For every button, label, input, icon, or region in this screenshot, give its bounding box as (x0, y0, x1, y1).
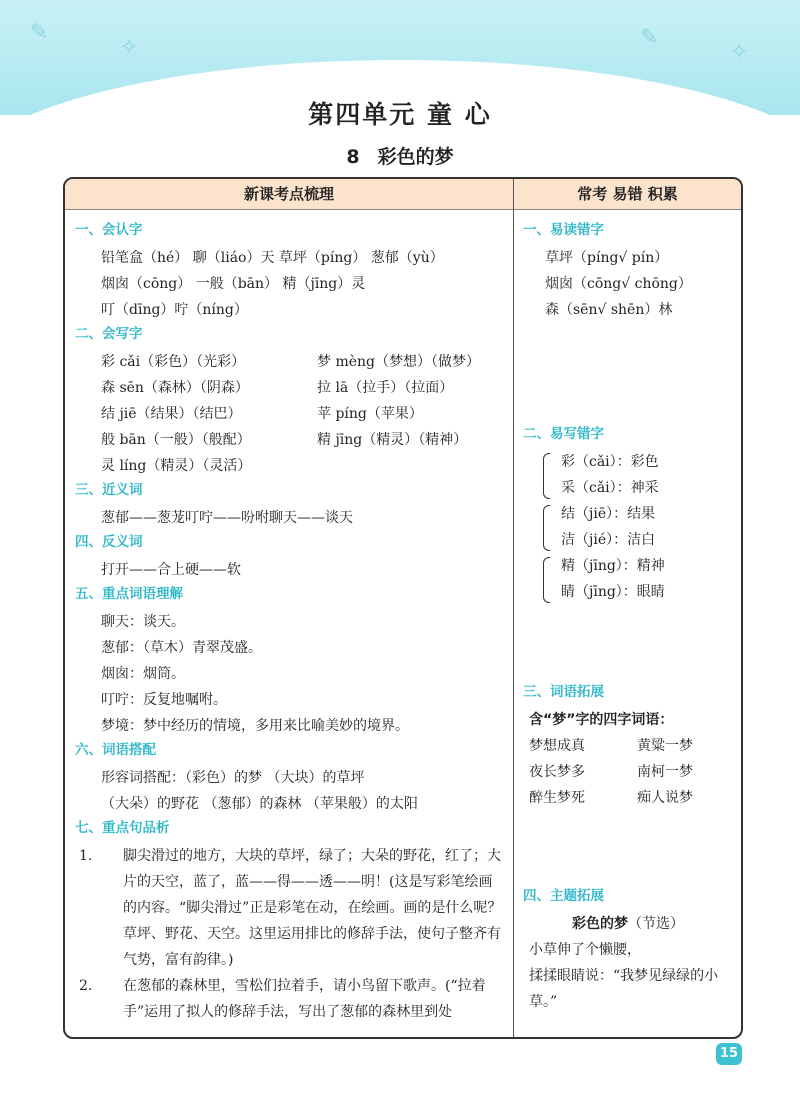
page-number: 15 (716, 1043, 742, 1065)
list-item: 夜长梦多 南柯一梦 (529, 764, 693, 780)
list-item: 森 sēn（森林）（阴森） 拉 lā（拉手）（拉面） (101, 380, 454, 396)
line: 铅笔盒（hé） 聊（liáo）天 草坪（píng） 葱郁（yù） (101, 250, 444, 266)
brace-group: 彩（cǎi）：彩色 采（cǎi）：神采 (523, 449, 733, 501)
list-item: 烟囱：烟筒。 (101, 666, 185, 682)
section-title: 一、易读错字 (523, 222, 604, 238)
line: 形容词搭配：（彩色）的梦 （大块）的草坪 (101, 770, 365, 786)
analysis-paragraph: 2. 在葱郁的森林里，雪松们拉着手，请小鸟留下歌声。(“拉着手”运用了拟人的修辞手法，写出了葱郁的森林里到处 (79, 978, 486, 1020)
poem-line: 小草伸了个懒腰， (529, 942, 641, 958)
line: 叮（dīng）咛（níng） (101, 302, 248, 318)
left-column (75, 219, 505, 1025)
list-item: 叮咛：反复地嘱咐。 (101, 692, 227, 708)
section-title: 四、主题拓展 (523, 888, 604, 904)
unit-title: 第四单元 童 心 (308, 100, 492, 129)
list-item: 打开——合上硬——软 (101, 562, 241, 578)
list-item: 草坪（píng√ pín） (545, 250, 669, 266)
pencil-icon: ✎ (30, 20, 49, 45)
section-title: 四、反义词 (75, 534, 143, 550)
section-title: 三、词语拓展 (523, 684, 604, 700)
content-frame (63, 177, 743, 1039)
star-icon: ✧ (730, 40, 749, 65)
subtitle: 含“梦”字的四字词语： (529, 712, 674, 728)
brace-group: 结（jiē）：结果 洁（jié）：洁白 (523, 501, 733, 553)
pencil-icon: ✎ (640, 25, 659, 50)
section-title: 二、会写字 (75, 326, 143, 342)
left-column-header: 新课考点梳理 (65, 179, 513, 210)
section-title: 一、会认字 (75, 222, 143, 238)
list-item: 聊天：谈天。 (101, 614, 185, 630)
list-item: 醉生梦死 痴人说梦 (529, 790, 693, 806)
line: （大朵）的野花 （葱郁）的森林 （苹果般）的太阳 (101, 796, 418, 812)
list-item: 结 jiē（结果）（结巴） 苹 píng（苹果） (101, 406, 423, 422)
right-column (523, 219, 733, 1015)
right-column-header: 常考 易错 积累 (514, 179, 741, 210)
poem-line: 揉揉眼睛说：“我梦见绿绿的小草。” (529, 968, 719, 1010)
list-item: 葱郁：（草木）青翠茂盛。 (101, 640, 262, 656)
star-icon: ✧ (120, 35, 139, 60)
analysis-paragraph: 1. 脚尖滑过的地方，大块的草坪，绿了；大朵的野花，红了；大片的天空，蓝了，蓝——得——透——明！(这是写彩笔绘画的内容。“脚尖滑过”正是彩笔在动，在绘画。画的是什么呢？草坪、野花、天空。这里运用排比的修辞手法，使句子整齐有气势，富有韵律。) (79, 848, 502, 968)
list-item: 梦想成真 黄粱一梦 (529, 738, 693, 754)
column-divider (513, 179, 514, 1037)
lesson-name: 彩色的梦 (377, 146, 454, 168)
section-title: 六、词语搭配 (75, 742, 156, 758)
section-title: 七、重点句品析 (75, 820, 170, 836)
list-item: 般 bān（一般）（般配） 精 jīng（精灵）（精神） (101, 432, 468, 448)
list-item: 烟囱（cōng√ chōng） (545, 276, 692, 292)
lesson-number: 8 (346, 146, 360, 168)
list-item: 梦境：梦中经历的情境，多用来比喻美妙的境界。 (101, 718, 409, 734)
section-title: 二、易写错字 (523, 426, 604, 442)
brace-group: 精（jīng）：精神 睛（jīng）：眼睛 (523, 553, 733, 605)
list-item: 森（sēn√ shēn）林 (545, 302, 673, 318)
poem-title: 彩色的梦（节选） (572, 916, 684, 932)
section-title: 五、重点词语理解 (75, 586, 183, 602)
list-item: 灵 líng（精灵）（灵活） (101, 458, 252, 474)
list-item: 葱郁——葱茏叮咛——吩咐聊天——谈天 (101, 510, 353, 526)
list-item: 彩 cǎi（彩色）（光彩） 梦 mèng（梦想）（做梦） (101, 354, 480, 370)
section-title: 三、近义词 (75, 482, 143, 498)
line: 烟囱（cōng） 一般（bān） 精（jīng）灵 (101, 276, 366, 292)
lesson-title (0, 142, 800, 169)
